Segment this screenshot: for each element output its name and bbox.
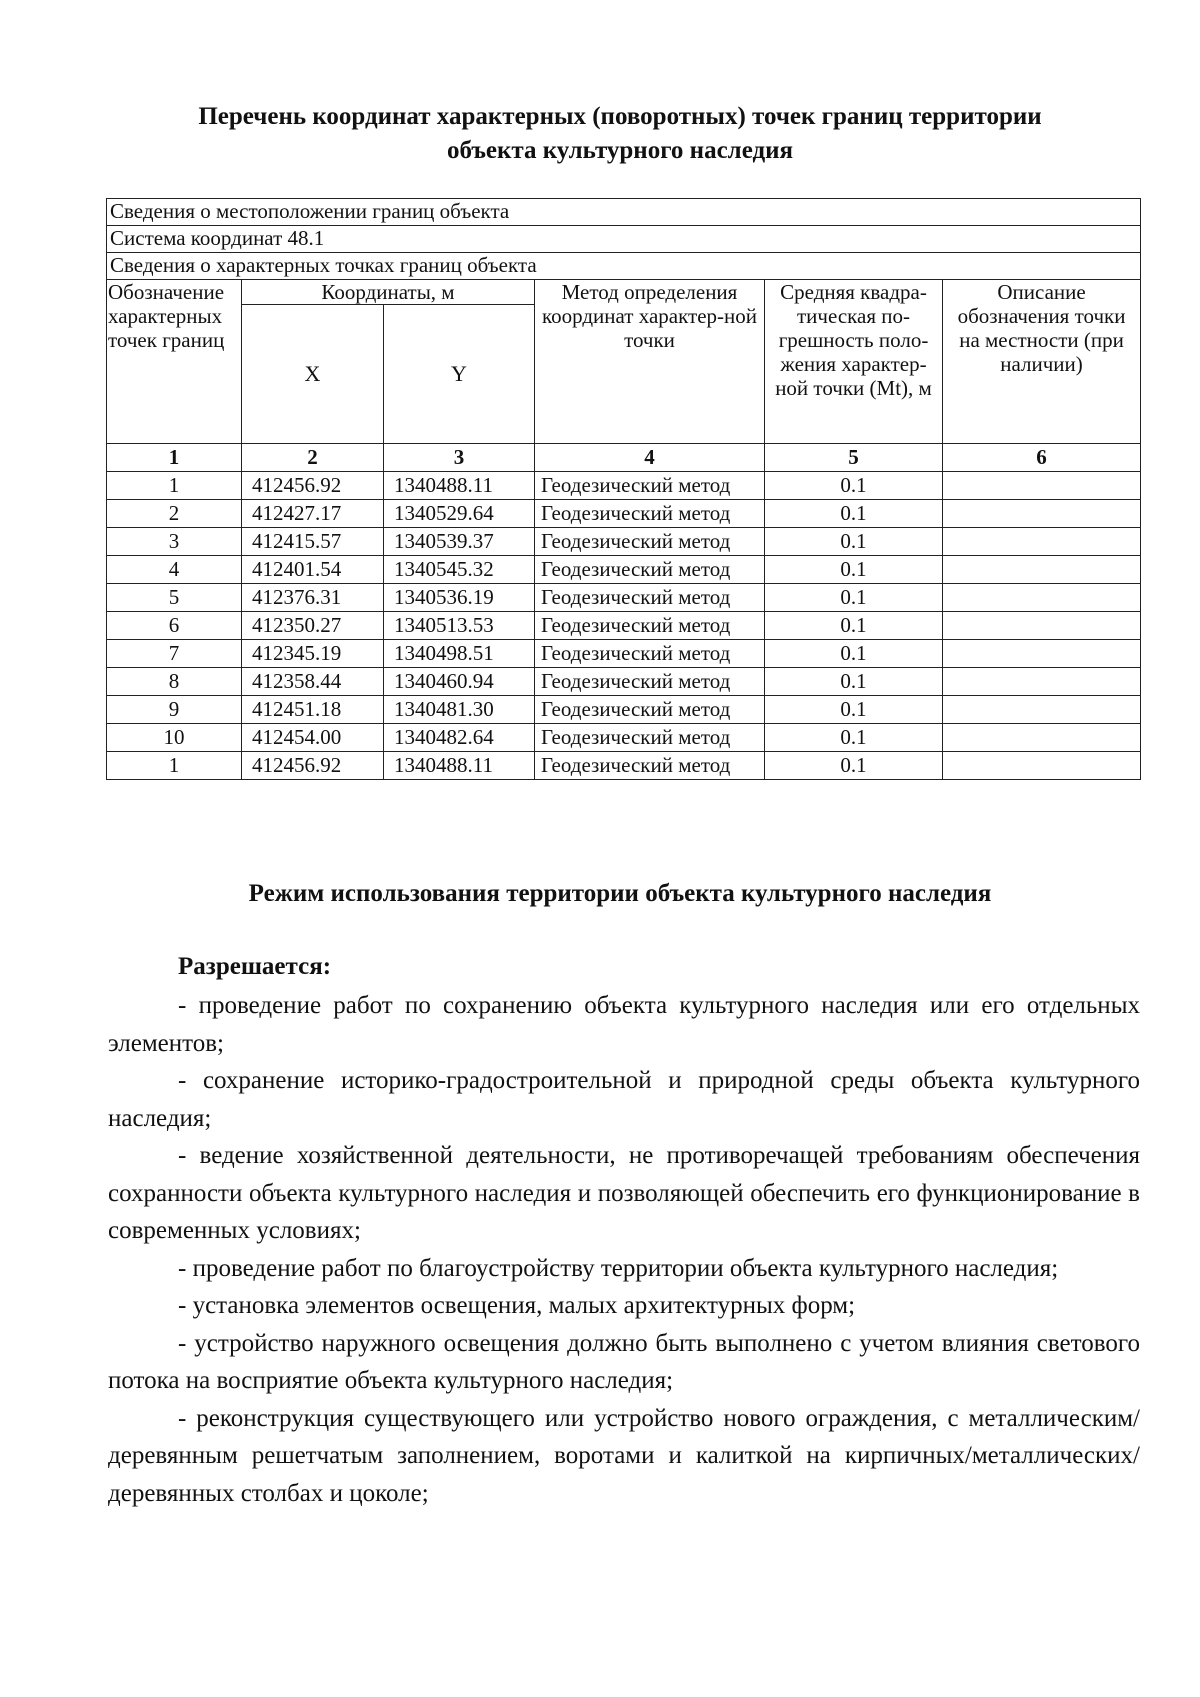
allowed-label: Разрешается: bbox=[178, 953, 332, 980]
cell-method: Геодезический метод bbox=[535, 724, 765, 752]
cell-x: 412376.31 bbox=[242, 584, 384, 612]
info-points: Сведения о характерных точках границ объекта bbox=[107, 253, 1141, 280]
table-row bbox=[107, 696, 1141, 724]
cell-point: 5 bbox=[107, 584, 242, 612]
header-coordinates: Координаты, м bbox=[242, 280, 535, 305]
cell-y: 1340545.32 bbox=[384, 556, 535, 584]
cell-point: 2 bbox=[107, 500, 242, 528]
cell-point: 10 bbox=[107, 724, 242, 752]
cell-point: 9 bbox=[107, 696, 242, 724]
coordinates-table bbox=[106, 198, 1141, 780]
cell-x: 412415.57 bbox=[242, 528, 384, 556]
document-title-line-1: Перечень координат характерных (поворотных) точек границ территории bbox=[198, 103, 1042, 130]
header-x: X bbox=[242, 305, 384, 444]
document-title bbox=[100, 100, 1140, 168]
cell-x: 412427.17 bbox=[242, 500, 384, 528]
cell-y: 1340498.51 bbox=[384, 640, 535, 668]
regime-item: - ведение хозяйственной деятельности, не противоречащей требованиям обеспечения сохранности объекта культурного наследия и позволяющей обеспечить его функционирование в современных условиях; bbox=[108, 1142, 1140, 1244]
cell-point: 1 bbox=[107, 472, 242, 500]
regime-item: - установка элементов освещения, малых архитектурных форм; bbox=[178, 1292, 856, 1319]
cell-y: 1340536.19 bbox=[384, 584, 535, 612]
cell-point: 4 bbox=[107, 556, 242, 584]
table-row bbox=[107, 556, 1141, 584]
cell-method: Геодезический метод bbox=[535, 528, 765, 556]
cell-point: 8 bbox=[107, 668, 242, 696]
table-info-row bbox=[107, 199, 1141, 226]
header-description: Описание обозначения точки на местности (при наличии) bbox=[943, 280, 1141, 444]
column-numbers-row bbox=[107, 444, 1141, 472]
header-designation: Обозначение характерных точек границ bbox=[107, 280, 242, 444]
header-error: Средняя квадра-тическая по-грешность поло-жения характер-ной точки (Mt), м bbox=[765, 280, 943, 444]
cell-method: Геодезический метод bbox=[535, 752, 765, 780]
regime-item: - проведение работ по благоустройству территории объекта культурного наследия; bbox=[178, 1254, 1059, 1282]
cell-description bbox=[943, 640, 1141, 668]
cell-x: 412451.18 bbox=[242, 696, 384, 724]
cell-error: 0.1 bbox=[765, 612, 943, 640]
table-row bbox=[107, 724, 1141, 752]
table-row bbox=[107, 584, 1141, 612]
cell-method: Геодезический метод bbox=[535, 696, 765, 724]
cell-description bbox=[943, 752, 1141, 780]
column-number: 5 bbox=[765, 444, 943, 472]
cell-point: 6 bbox=[107, 612, 242, 640]
cell-description bbox=[943, 668, 1141, 696]
table-info-row bbox=[107, 226, 1141, 253]
cell-y: 1340529.64 bbox=[384, 500, 535, 528]
column-number: 4 bbox=[535, 444, 765, 472]
table-header-row bbox=[107, 280, 1141, 305]
cell-error: 0.1 bbox=[765, 752, 943, 780]
document-title-line-2: объекта культурного наследия bbox=[446, 137, 794, 164]
cell-y: 1340488.11 bbox=[384, 472, 535, 500]
table-row bbox=[107, 500, 1141, 528]
cell-error: 0.1 bbox=[765, 724, 943, 752]
cell-description bbox=[943, 556, 1141, 584]
cell-x: 412345.19 bbox=[242, 640, 384, 668]
regime-item: - проведение работ по сохранению объекта культурного наследия или его отдельных элементов; bbox=[108, 992, 1140, 1057]
cell-method: Геодезический метод bbox=[535, 668, 765, 696]
cell-description bbox=[943, 584, 1141, 612]
regime-item: - устройство наружного освещения должно быть выполнено с учетом влияния светового потока на восприятие объекта культурного наследия; bbox=[108, 1329, 1140, 1394]
cell-description bbox=[943, 528, 1141, 556]
regime-item: - реконструкция существующего или устройство нового ограждения, с металлическим/деревянным решетчатым заполнением, воротами и калиткой на кирпичных/металлических/деревянных столбах и цоколе; bbox=[108, 1404, 1140, 1507]
cell-point: 3 bbox=[107, 528, 242, 556]
cell-description bbox=[943, 472, 1141, 500]
header-y: Y bbox=[384, 305, 535, 444]
table-row bbox=[107, 612, 1141, 640]
table-row bbox=[107, 752, 1141, 780]
cell-error: 0.1 bbox=[765, 640, 943, 668]
cell-y: 1340513.53 bbox=[384, 612, 535, 640]
table-row bbox=[107, 668, 1141, 696]
cell-point: 1 bbox=[107, 752, 242, 780]
regime-items bbox=[108, 987, 1140, 1512]
column-number: 1 bbox=[107, 444, 242, 472]
cell-point: 7 bbox=[107, 640, 242, 668]
cell-method: Геодезический метод bbox=[535, 500, 765, 528]
cell-y: 1340482.64 bbox=[384, 724, 535, 752]
cell-description bbox=[943, 612, 1141, 640]
cell-x: 412358.44 bbox=[242, 668, 384, 696]
header-method: Метод определения координат характер-ной точки bbox=[535, 280, 765, 444]
cell-x: 412401.54 bbox=[242, 556, 384, 584]
cell-y: 1340488.11 bbox=[384, 752, 535, 780]
cell-error: 0.1 bbox=[765, 584, 943, 612]
cell-y: 1340460.94 bbox=[384, 668, 535, 696]
table-row bbox=[107, 528, 1141, 556]
regime-title: Режим использования территории объекта культурного наследия bbox=[248, 880, 992, 907]
cell-description bbox=[943, 696, 1141, 724]
table-info-row bbox=[107, 253, 1141, 280]
info-location: Сведения о местоположении границ объекта bbox=[107, 199, 1141, 226]
cell-method: Геодезический метод bbox=[535, 584, 765, 612]
cell-x: 412456.92 bbox=[242, 472, 384, 500]
cell-error: 0.1 bbox=[765, 472, 943, 500]
column-number: 2 bbox=[242, 444, 384, 472]
cell-error: 0.1 bbox=[765, 668, 943, 696]
cell-error: 0.1 bbox=[765, 500, 943, 528]
column-number: 6 bbox=[943, 444, 1141, 472]
regime-item: - сохранение историко-градостроительной и природной среды объекта культурного наследия; bbox=[108, 1067, 1140, 1132]
cell-x: 412350.27 bbox=[242, 612, 384, 640]
table-row bbox=[107, 640, 1141, 668]
info-coordinate-system: Система координат 48.1 bbox=[107, 226, 1141, 253]
cell-y: 1340481.30 bbox=[384, 696, 535, 724]
cell-x: 412454.00 bbox=[242, 724, 384, 752]
column-number: 3 bbox=[384, 444, 535, 472]
cell-method: Геодезический метод bbox=[535, 640, 765, 668]
cell-error: 0.1 bbox=[765, 696, 943, 724]
cell-method: Геодезический метод bbox=[535, 472, 765, 500]
cell-y: 1340539.37 bbox=[384, 528, 535, 556]
cell-x: 412456.92 bbox=[242, 752, 384, 780]
cell-method: Геодезический метод bbox=[535, 612, 765, 640]
cell-method: Геодезический метод bbox=[535, 556, 765, 584]
cell-description bbox=[943, 724, 1141, 752]
table-row bbox=[107, 472, 1141, 500]
cell-description bbox=[943, 500, 1141, 528]
cell-error: 0.1 bbox=[765, 528, 943, 556]
cell-error: 0.1 bbox=[765, 556, 943, 584]
